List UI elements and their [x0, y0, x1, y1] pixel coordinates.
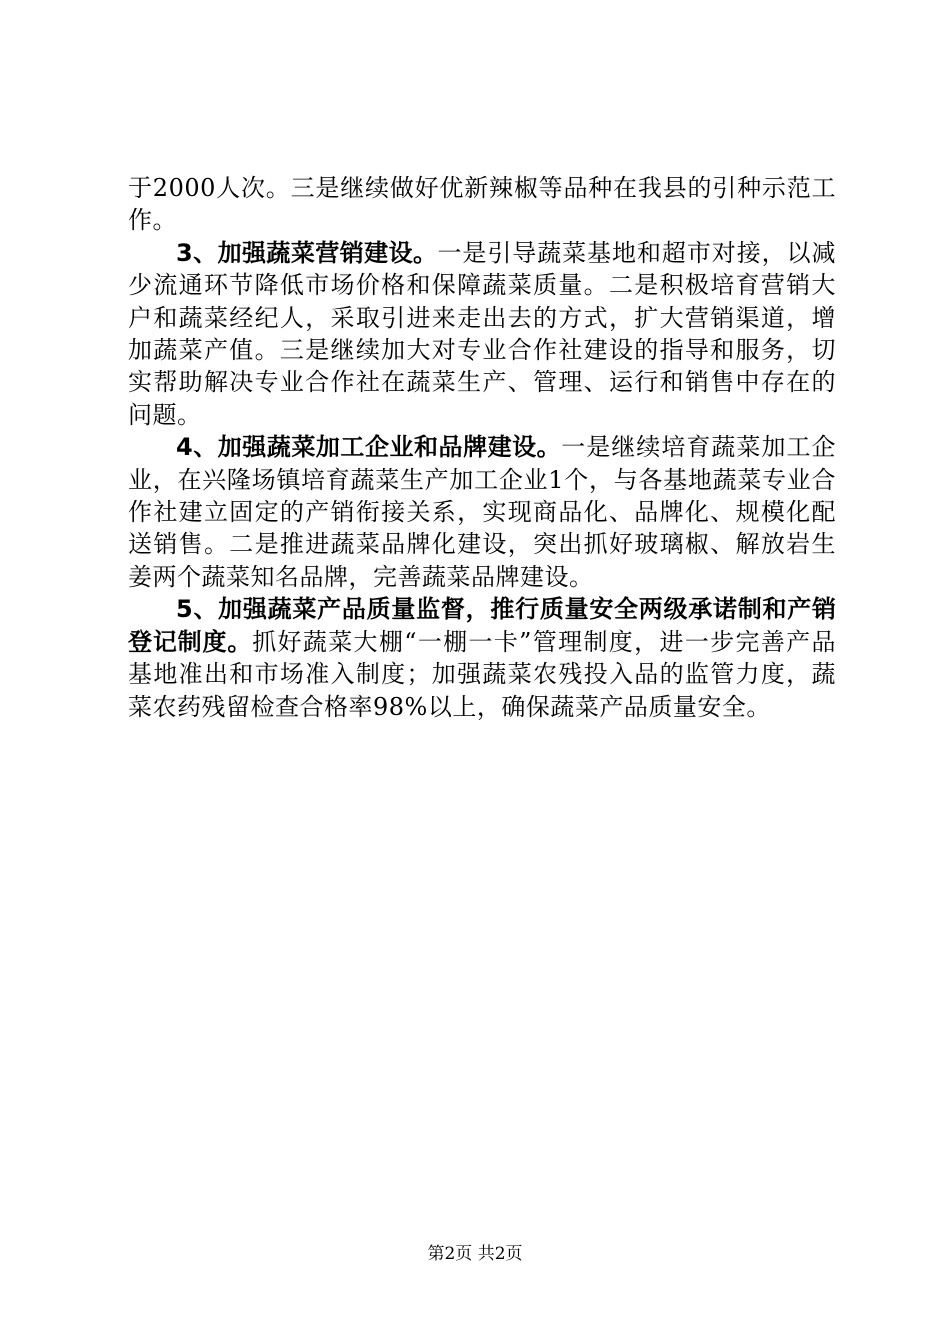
paragraph-4-heading: 5、加强蔬菜产品质量监督，推行质量安全两级承诺制和产销登记制度。	[128, 595, 836, 656]
paragraph-1-text: 于2000人次。三是继续做好优新辣椒等品种在我县的引种示范工作。	[128, 174, 836, 235]
paragraph-1	[128, 172, 836, 237]
page-footer	[0, 1243, 950, 1265]
paragraph-2-heading: 3、加强蔬菜营销建设。	[176, 238, 438, 267]
document-body	[128, 172, 836, 723]
paragraph-2-text: 一是引导蔬菜基地和超市对接，以减少流通环节降低市场价格和保障蔬菜质量。二是积极培育营销大户和蔬菜经纪人，采取引进来走出去的方式，扩大营销渠道，增加蔬菜产值。三是继续加大对专业合作社建设的指导和服务，切实帮助解决专业合作社在蔬菜生产、管理、运行和销售中存在的问题。	[128, 238, 837, 429]
paragraph-4	[128, 593, 836, 723]
page-number-label: 第2页 共2页	[427, 1244, 523, 1264]
paragraph-3-text: 一是继续培育蔬菜加工企业，在兴隆场镇培育蔬菜生产加工企业1个，与各基地蔬菜专业合作社建立固定的产销衔接关系，实现商品化、品牌化、规模化配送销售。二是推进蔬菜品牌化建设，突出抓好玻璃椒、解放岩生姜两个蔬菜知名品牌，完善蔬菜品牌建设。	[128, 433, 837, 591]
paragraph-3-heading: 4、加强蔬菜加工企业和品牌建设。	[176, 433, 562, 462]
paragraph-4-text: 抓好蔬菜大棚“一棚一卡”管理制度，进一步完善产品基地准出和市场准入制度；加强蔬菜农残投入品的监管力度，蔬菜农药残留检查合格率98%以上，确保蔬菜产品质量安全。	[128, 627, 837, 721]
paragraph-3	[128, 431, 836, 593]
paragraph-2	[128, 237, 836, 431]
